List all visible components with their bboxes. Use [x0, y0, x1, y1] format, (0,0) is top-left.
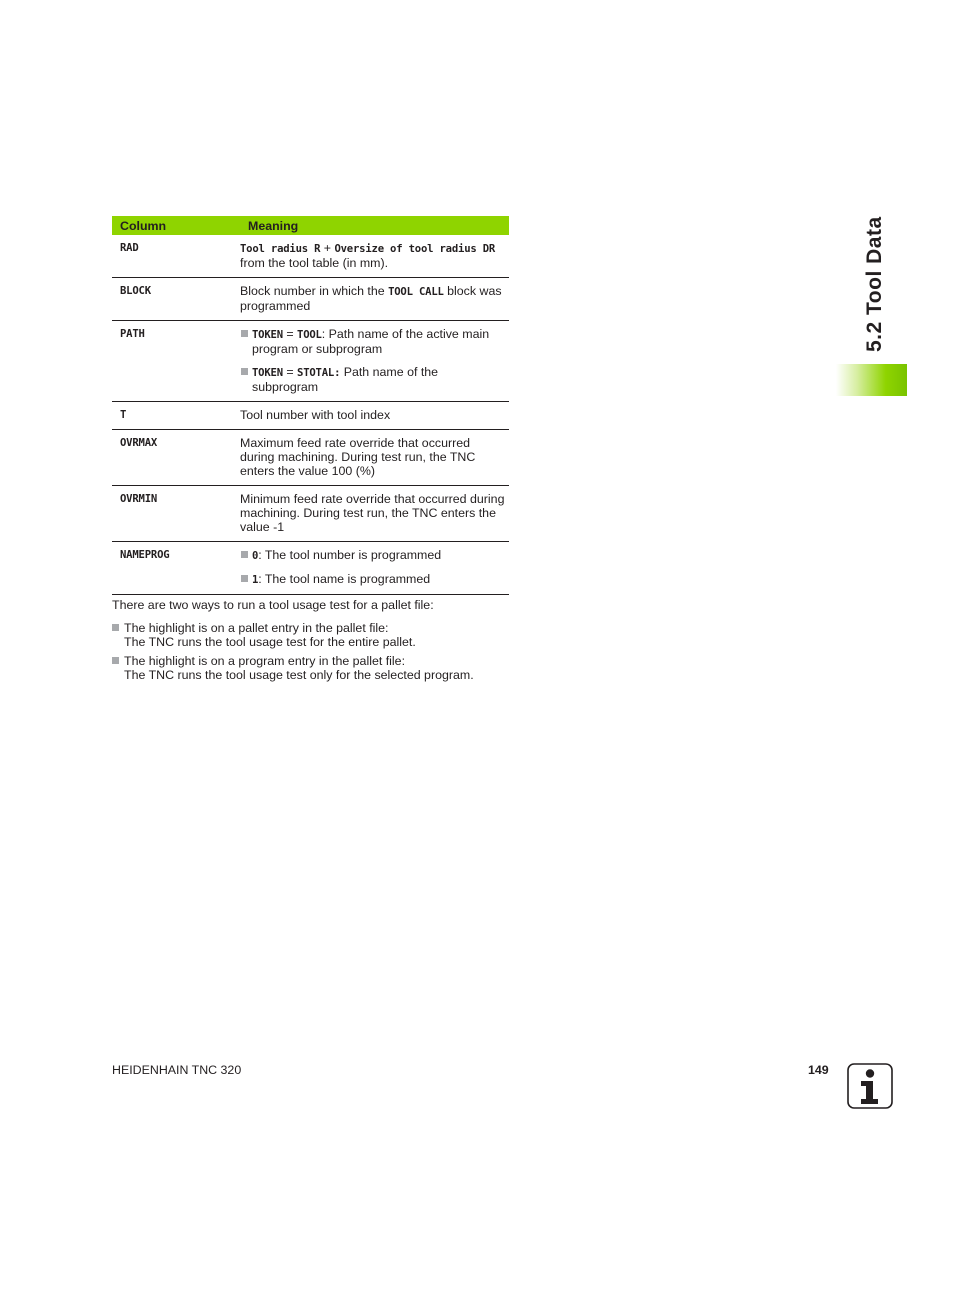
page-number: 149: [808, 1063, 829, 1077]
square-bullet-icon: [112, 657, 119, 664]
table-row-rad: [112, 235, 509, 278]
list-item-line: The TNC runs the tool usage test only for the selected program.: [124, 668, 474, 682]
column-meaning: Tool number with tool index: [240, 402, 509, 430]
mono-text: TOKEN: [252, 367, 283, 379]
mono-text: TOKEN: [252, 329, 283, 341]
bullet-text: : The tool number is programmed: [258, 548, 442, 562]
square-bullet-icon: [241, 551, 248, 558]
bullet-item: [240, 365, 505, 394]
meaning-text: Block number in which the: [240, 284, 389, 298]
list-item: [112, 621, 532, 649]
table-row-nameprog: [112, 542, 509, 595]
mono-text: TOOL: [297, 329, 322, 341]
list-item-line: The highlight is on a program entry in the pallet file:: [124, 654, 406, 668]
plus-sign: +: [320, 241, 335, 255]
table-row-path: [112, 321, 509, 402]
column-meaning: [240, 278, 509, 321]
column-name: BLOCK: [112, 278, 240, 321]
square-bullet-icon: [241, 330, 248, 337]
list-item: [112, 654, 532, 682]
section-side-title: 5.2 Tool Data: [863, 216, 886, 352]
table-row-ovrmax: [112, 430, 509, 486]
intro-paragraph: There are two ways to run a tool usage test for a pallet file:: [112, 598, 434, 612]
mono-text: 0: [252, 550, 259, 562]
chapter-tab-marker: [836, 364, 907, 396]
table-header-row: [112, 216, 509, 235]
list-item-line: The highlight is on a pallet entry in the pallet file:: [124, 621, 389, 635]
table-row-block: [112, 278, 509, 321]
bullet-text: : Path name of the active main program or subprogram: [252, 327, 490, 356]
mono-text: STOTAL:: [297, 367, 341, 379]
column-name: NAMEPROG: [112, 542, 240, 595]
column-name: T: [112, 402, 240, 430]
tool-usage-table: [112, 216, 509, 595]
column-meaning: [240, 321, 509, 402]
column-meaning: [240, 542, 509, 595]
equals-sign: =: [282, 327, 298, 341]
bullet-text: Path name of the subprogram: [252, 365, 439, 394]
mono-text: 1: [252, 574, 259, 586]
bullet-item: [240, 327, 505, 356]
table-row-ovrmin: [112, 486, 509, 542]
mono-text: TOOL CALL: [388, 286, 444, 298]
square-bullet-icon: [241, 368, 248, 375]
column-name: RAD: [112, 235, 240, 278]
footer-product-name: HEIDENHAIN TNC 320: [112, 1063, 242, 1077]
column-meaning: Minimum feed rate override that occurred during machining. During test run, the TNC enters the value -1: [240, 486, 509, 542]
mono-text: Tool radius R: [240, 243, 321, 255]
column-header: Column: [112, 216, 240, 235]
meaning-header: Meaning: [240, 216, 509, 235]
bullet-text: : The tool name is programmed: [258, 572, 431, 586]
column-name: OVRMIN: [112, 486, 240, 542]
pallet-test-list: [112, 621, 532, 687]
square-bullet-icon: [241, 575, 248, 582]
column-name: PATH: [112, 321, 240, 402]
meaning-text: block was programmed: [240, 284, 502, 313]
column-name: OVRMAX: [112, 430, 240, 486]
list-item-line: The TNC runs the tool usage test for the entire pallet.: [124, 635, 416, 649]
meaning-text: from the tool table (in mm).: [240, 256, 389, 270]
table-row-t: [112, 402, 509, 430]
equals-sign: =: [282, 365, 298, 379]
square-bullet-icon: [112, 624, 119, 631]
column-meaning: Maximum feed rate override that occurred during machining. During test run, the TNC enters the value 100 (%): [240, 430, 509, 486]
mono-text: Oversize of tool radius DR: [334, 243, 496, 255]
bullet-item: [240, 572, 505, 587]
info-icon: [847, 1063, 893, 1109]
bullet-item: [240, 548, 505, 563]
column-meaning: [240, 235, 509, 278]
